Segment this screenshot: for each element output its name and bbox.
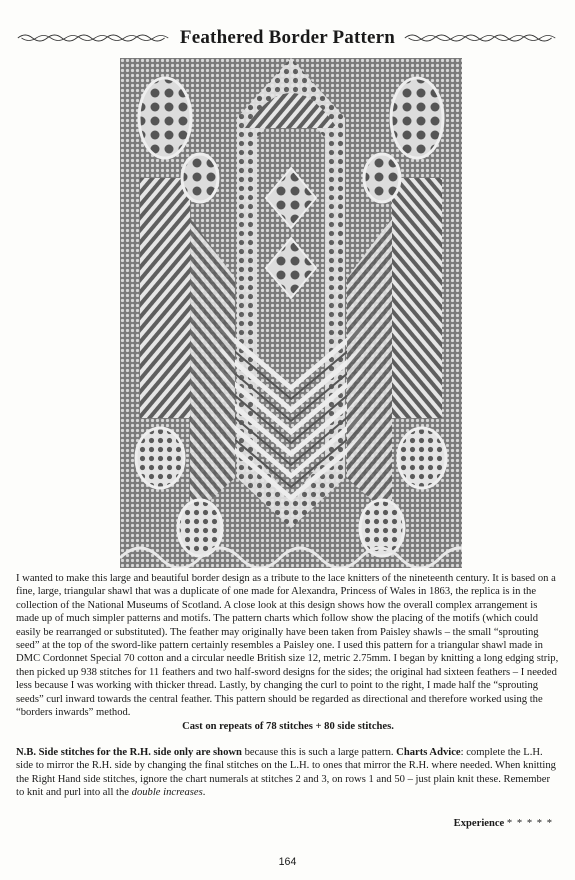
experience-label: Experience xyxy=(453,818,505,829)
charts-advice-label: Charts Advice xyxy=(396,746,461,758)
experience-rating xyxy=(454,818,553,829)
nb-end: . xyxy=(202,787,206,799)
nb-text-2: : complete the L.H. side to mirror the R.H. side by changing the final stitches on the L.H. to ones that mirror the R.H. where needed. When knitting the Right Hand side stitches, ignore the chart numerals at stitches 2 and 3, on rows 1 and 50 – just plain knit these. Remember to knit and purl into all the xyxy=(16,746,556,799)
nb-italic-text: double increases xyxy=(131,787,203,799)
description-paragraph: I wanted to make this large and beautiful border design as a tribute to the lace knitters of the nineteenth century. It is based on a fine, large, triangular shawl that was a duplicate of one made for Alexandra, Princess of Wales in 1863, the replica is in the collection of the National Museums of Scotland. A close look at this design shows how the overall complex arrangement is made up of much simpler patterns and motifs. The pattern charts which follow show the placing of the motifs (which could easily be rearranged or substituted). The feather may originally have been taken from Paisley shawls – the small “sprouting seed” at the top of the sword-like pattern certainly resembles a Paisley one. I used this pattern for a triangular shawl made in DMC Cordonnet Special 70 cotton and a circular needle British size 12, metric 2.75mm. I began by knitting a long edging strip, then picked up 938 stitches for 11 feathers and two half-sword designs for the sides; the original had sixteen feathers – I needed less because I was working with thicker thread. Lastly, by changing the curl to point to the right, I made half the “sprouting seeds” curl inward towards the central feather. This pattern should be regarded as directional and therefore worked using the “borders inwards” method. xyxy=(16,573,559,719)
lace-knitting-photo xyxy=(120,58,462,568)
nb-text-1: because this is such a large pattern. xyxy=(241,746,397,758)
page-header xyxy=(16,24,559,52)
cast-on-line: Cast on repeats of 78 stitches + 80 side stitches. xyxy=(182,721,394,733)
page-title: Feathered Border Pattern xyxy=(179,27,396,48)
nb-bold-text: N.B. Side stitches for the R.H. side only are shown xyxy=(16,746,242,758)
right-ornament-icon xyxy=(403,31,559,45)
left-ornament-icon xyxy=(16,31,172,45)
body-text xyxy=(16,572,560,800)
page-number: 164 xyxy=(278,856,297,868)
experience-stars: * * * * * xyxy=(506,818,553,829)
notes-paragraph xyxy=(16,746,560,800)
